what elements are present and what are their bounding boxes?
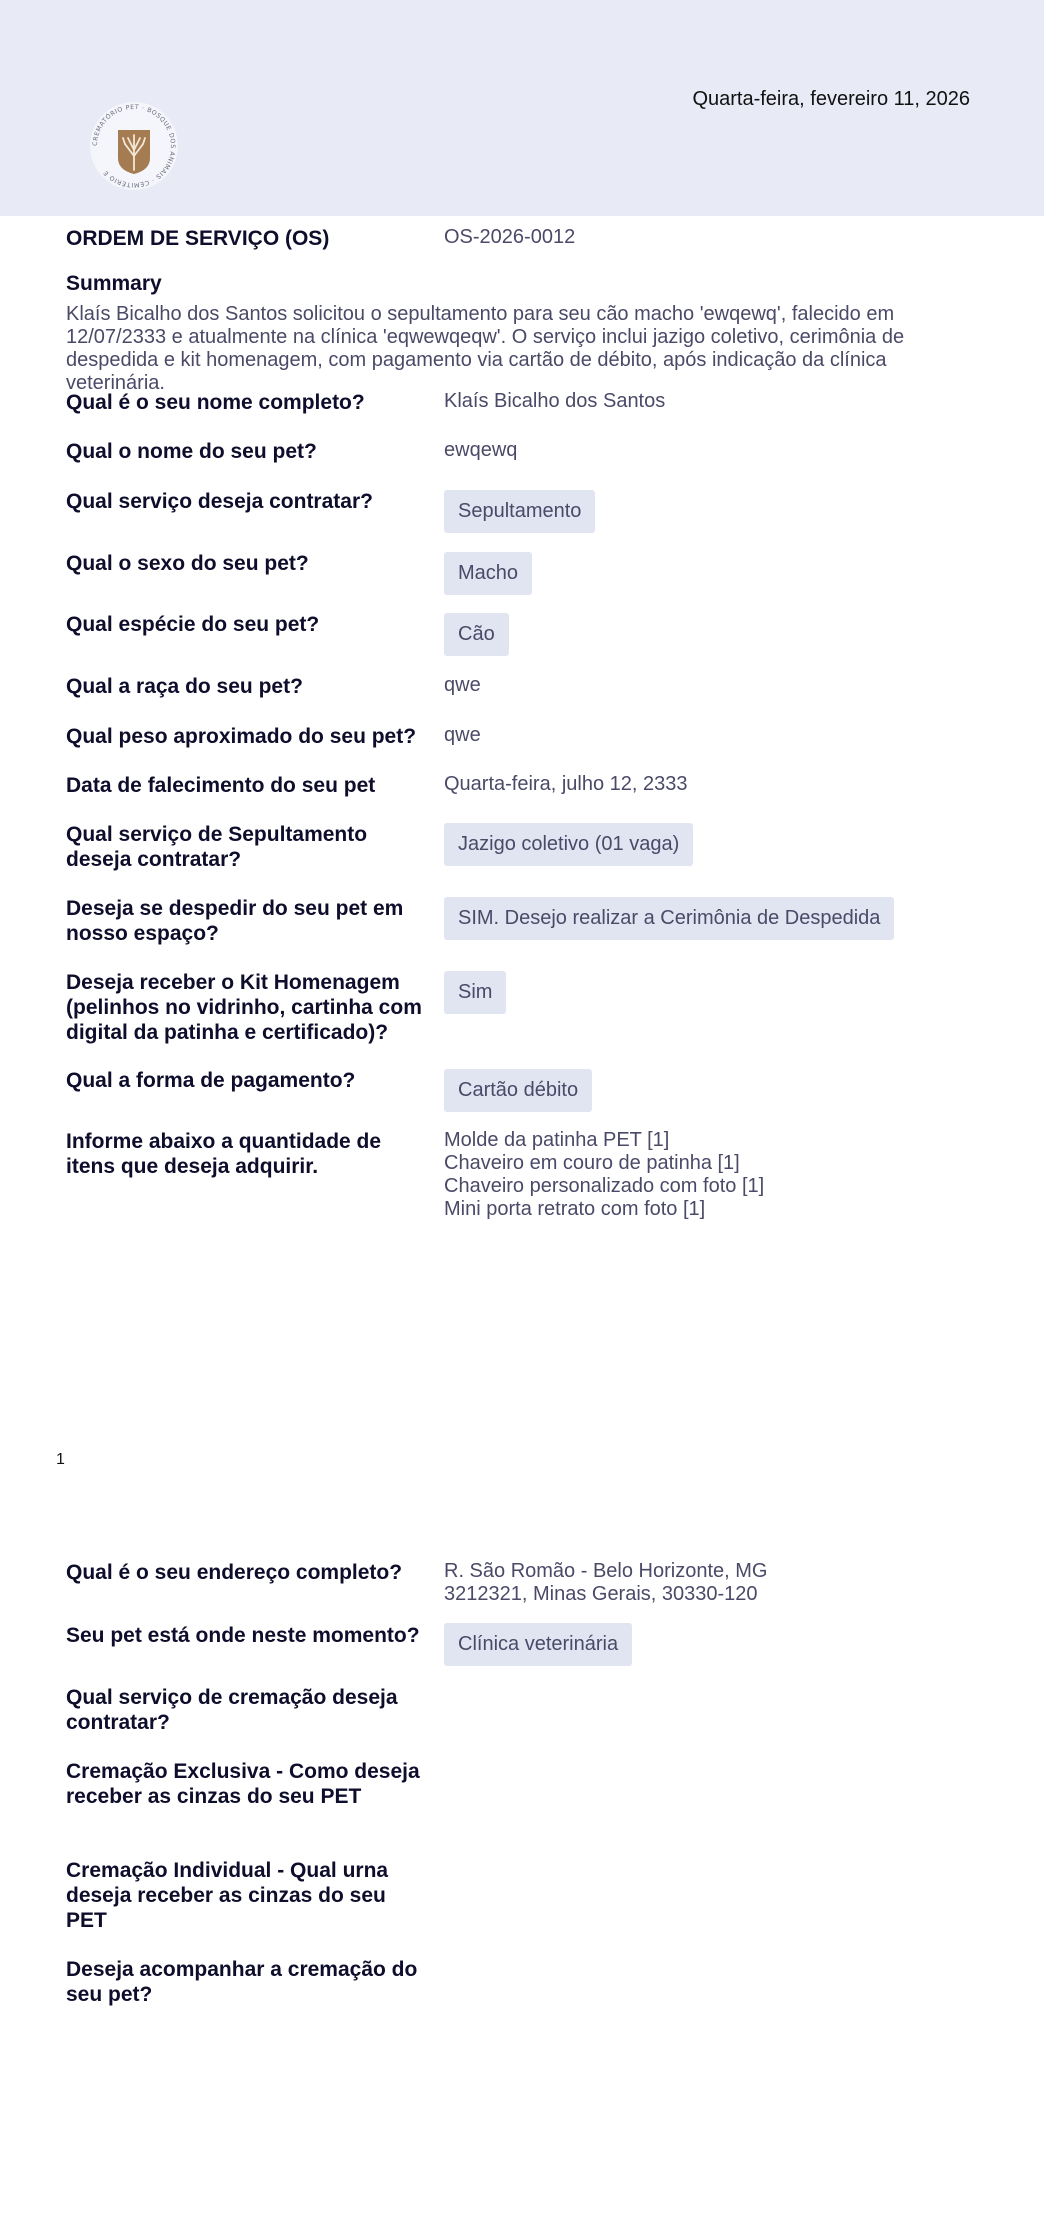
- items-list: Molde da patinha PET [1] Chaveiro em couro de patinha [1] Chaveiro personalizado com foto [1] Mini porta retrato com foto [1]: [444, 1129, 765, 1220]
- field-label: Qual peso aproximado do seu pet?: [66, 725, 417, 748]
- summary-text: Klaís Bicalho dos Santos solicitou o sepultamento para seu cão macho 'ewqewq', falecido em 12/07/2333 e atualmente na clínica 'eqwewqeqw'. O serviço inclui jazigo coletivo, cerimônia de despedida e kit homenagem, com pagamento via cartão de débito, após indicação da clínica veterinária.: [66, 303, 905, 394]
- field-chip: Sim: [444, 971, 506, 1014]
- field-chip: SIM. Desejo realizar a Cerimônia de Despedida: [444, 897, 894, 940]
- field-value: ewqewq: [444, 439, 518, 461]
- field-label: Cremação Individual - Qual urna deseja receber as cinzas do seu PET: [66, 1859, 389, 1932]
- field-label: Qual o nome do seu pet?: [66, 440, 317, 463]
- field-label: Qual espécie do seu pet?: [66, 613, 320, 636]
- field-label: Qual serviço de Sepultamento deseja contratar?: [66, 823, 368, 871]
- order-number: OS-2026-0012: [444, 226, 576, 248]
- field-chip: Cão: [444, 613, 509, 656]
- field-label: Qual o sexo do seu pet?: [66, 552, 309, 575]
- field-label: Cremação Exclusiva - Como deseja receber as cinzas do seu PET: [66, 1760, 420, 1808]
- field-value: qwe: [444, 724, 481, 746]
- field-label: Data de falecimento do seu pet: [66, 774, 376, 797]
- field-chip: Macho: [444, 552, 532, 595]
- logo-ring-text: CREMATÓRIO PET · BOSQUE DOS ANIMAIS · CEMITÉRIO E: [91, 103, 177, 189]
- field-value: R. São Romão - Belo Horizonte, MG 3212321, Minas Gerais, 30330-120: [444, 1560, 768, 1605]
- field-chip: Clínica veterinária: [444, 1623, 632, 1666]
- field-value: Quarta-feira, julho 12, 2333: [444, 773, 688, 795]
- field-label: Deseja se despedir do seu pet em nosso espaço?: [66, 897, 404, 945]
- field-label: Qual serviço de cremação deseja contratar?: [66, 1686, 398, 1734]
- field-label: Qual é o seu nome completo?: [66, 391, 365, 414]
- company-logo: [88, 100, 180, 192]
- field-label: Informe abaixo a quantidade de itens que deseja adquirir.: [66, 1130, 382, 1178]
- field-label: Seu pet está onde neste momento?: [66, 1624, 420, 1647]
- field-chip: Cartão débito: [444, 1069, 592, 1112]
- summary-title: Summary: [66, 272, 162, 295]
- field-label: Qual serviço deseja contratar?: [66, 490, 373, 513]
- field-label: Deseja receber o Kit Homenagem (pelinhos no vidrinho, cartinha com digital da patinha e certificado)?: [66, 971, 422, 1044]
- tree-seal-icon: [88, 100, 180, 192]
- header-date: Quarta-feira, fevereiro 11, 2026: [692, 88, 970, 110]
- field-value: qwe: [444, 674, 481, 696]
- field-label: Qual a raça do seu pet?: [66, 675, 303, 698]
- field-chip: Sepultamento: [444, 490, 595, 533]
- field-label: Qual é o seu endereço completo?: [66, 1561, 403, 1584]
- field-value: Klaís Bicalho dos Santos: [444, 390, 666, 412]
- order-label: ORDEM DE SERVIÇO (OS): [66, 227, 330, 250]
- page-number: 1: [56, 1451, 65, 1468]
- field-chip: Jazigo coletivo (01 vaga): [444, 823, 693, 866]
- field-label: Deseja acompanhar a cremação do seu pet?: [66, 1958, 418, 2006]
- field-label: Qual a forma de pagamento?: [66, 1069, 356, 1092]
